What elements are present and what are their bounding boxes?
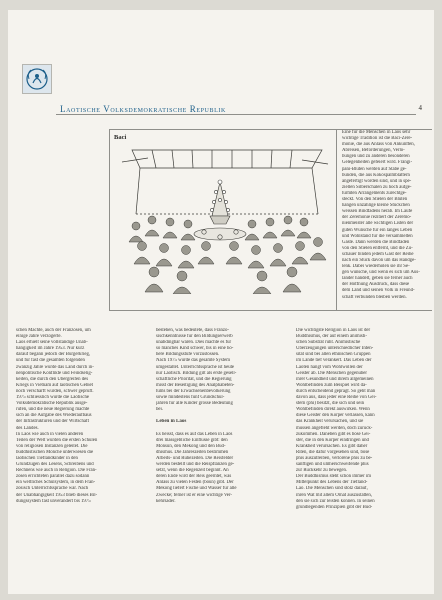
text-line: umgestaltet. Unterrichtssprache ist heute bbox=[156, 364, 235, 370]
column-1-text bbox=[16, 328, 144, 505]
text-line: davon aus, dass jeder eine Reihe von Gei- bbox=[296, 395, 377, 401]
text-line: dhismus. Die Jahreszeiten bestimmen bbox=[156, 449, 229, 455]
text-line: lenk. Dabei wiederholen sie ihr Se- bbox=[342, 264, 410, 270]
text-line: sischkenntnisse für den Bildungserwerb bbox=[156, 334, 233, 340]
text-line: nenpolitische Konflikte und Feindselig- bbox=[16, 370, 93, 376]
text-line: nur Laotisch. Bildung gilt als erste gesell- bbox=[156, 370, 237, 376]
text-line: werden bestellt und die Reispflanzen ge- bbox=[156, 462, 235, 468]
text-line: monie, die aus Anlass von Ankünften, bbox=[342, 142, 415, 148]
text-line: Laoten hängt vom Wohlwollen der bbox=[296, 364, 363, 370]
text-line: hängigkeit im Jahre 1953. Nur kurz bbox=[16, 346, 85, 352]
text-line: von den Stielen entfernt, und die Zu- bbox=[342, 245, 413, 251]
text-line: Nach 1975 wurde das gesamte System bbox=[156, 358, 230, 364]
text-line: nienmeister alle wichtigen Listen der bbox=[342, 221, 414, 227]
text-line: Der Buddhismus steht schon immer im bbox=[296, 474, 372, 480]
text-line: den sie sich zur leisten können. In seinen bbox=[296, 498, 375, 504]
column-3 bbox=[296, 328, 426, 511]
text-line: Abreisen, Beförderungen, Verlo- bbox=[342, 148, 405, 154]
text-line: keiten, die durch den Übergreifen des bbox=[16, 376, 89, 382]
text-line: laotischen Tieflandkinder in den bbox=[16, 455, 78, 461]
text-line: der Zeremonie rezitiert der Zeremo- bbox=[342, 215, 412, 221]
text-line: zwanzig Jahre wurde das Land durch in- bbox=[16, 364, 94, 370]
text-line: einige Jahre verzögerte. bbox=[16, 334, 62, 340]
header-title: Laotische Volksdemokratische Republik bbox=[60, 104, 226, 114]
text-line: Buddhismus, der auf einem animisti- bbox=[296, 334, 368, 340]
text-line: weissen Bindfadens herab. Im Laufe bbox=[342, 209, 413, 215]
baci-paragraph bbox=[342, 130, 428, 301]
text-line: Mekong liefert Fische und Wasser für alle bbox=[156, 486, 237, 492]
text-line: Leben in Laos bbox=[156, 419, 187, 425]
text-line: Lao. Die Menschen sind stolz darauf, bbox=[296, 486, 368, 492]
text-line: so manches Kind schwer, bis in eine hö- bbox=[156, 346, 234, 352]
text-line: ster, die in den Körper eindringen und bbox=[296, 437, 369, 443]
text-line: Wohlbefinden direkt auswirken. Wenn bbox=[296, 407, 370, 413]
text-line: bungen und zu anderen besonderen bbox=[342, 154, 410, 160]
text-line: Es heisst, dass es auf das Leben in Laos bbox=[156, 431, 233, 437]
text-line: nach ein Stück davon um das Handge- bbox=[342, 257, 416, 263]
text-line: Kriegs in Vietnam auf laotischen Gebiet bbox=[16, 382, 94, 388]
text-line: schen Mächte, auch der Franzosen, um bbox=[16, 328, 91, 333]
text-line: ein weltliches Schulsystem, in dem Fran- bbox=[16, 480, 96, 486]
text-line: guten Wünsche für ein langes Leben bbox=[342, 227, 413, 233]
text-line: Laos erhielt seine vollständige Unab- bbox=[16, 340, 88, 346]
header-rule bbox=[56, 114, 416, 115]
text-line: Mittelpunkt des Lebens der Tiefland- bbox=[296, 480, 368, 486]
text-line: schauer binden jedem Gast der Reihe bbox=[342, 251, 414, 257]
text-line: des Landes. bbox=[16, 425, 39, 431]
text-line: Krankheit verursachen. Es gibt daher bbox=[296, 443, 368, 449]
text-line: rufen, und die neue Regierung machte bbox=[16, 407, 90, 413]
text-line: drei massgebliche Einflüsse gibt: den bbox=[156, 437, 228, 443]
text-line: Geister ab. Die Menschen gegenüber bbox=[296, 370, 367, 376]
text-line: misst der Beseitigung des Analphabeten- bbox=[156, 382, 235, 388]
text-line: unabdingbar waren. Dies machte es für bbox=[156, 340, 232, 346]
text-line: tums bei der Erwachsenenbevölkerung bbox=[156, 388, 231, 394]
text-line: Zwecke; ferner ist er eine wichtige Ver- bbox=[156, 492, 232, 498]
text-line: schaftliche Priorität, und die Regierung bbox=[156, 376, 232, 382]
text-line: zosen errichteten parallel dazu sodann bbox=[16, 474, 90, 480]
text-line: Monsun, den Mekong und den Bud- bbox=[156, 443, 226, 449]
text-line: wichtige Tradition ist die Baci-Zere- bbox=[342, 136, 413, 142]
text-line: Riten, die dafür vorgesehen sind, böse bbox=[296, 449, 370, 455]
text-line: bei. bbox=[156, 407, 164, 413]
text-line: setzt, wenn die Regenzeit beginnt. An bbox=[156, 468, 229, 474]
text-line: zösisch Unterrichtssprache war. Nach bbox=[16, 486, 89, 492]
text-line: und für fast die gesamten folgenden bbox=[16, 358, 85, 364]
text-line: here Bildungsstufe vorzustossen. bbox=[156, 352, 220, 358]
text-line: länder handelt, geben sie ferner auch bbox=[342, 276, 413, 282]
text-line: ziellen Silberschalen zu hoch aufge- bbox=[342, 184, 412, 190]
text-line: bestehen, was bedeutete, dass Franzö- bbox=[156, 328, 229, 333]
text-line: grundlegenden Prinzipien gibt der Bud- bbox=[296, 504, 373, 510]
text-line: bunden, die aus Kokospalmblättern bbox=[342, 172, 410, 178]
text-line: ihrer Gesundheit und ihrem allgemeinen bbox=[296, 376, 374, 382]
text-line: ihren Wat mit allem Ornat auszustatten, bbox=[296, 492, 372, 498]
text-line: Gäste. Dann werden die Bindfäden bbox=[342, 239, 410, 245]
column-1 bbox=[16, 328, 144, 505]
text-line: pani-Blüten werden auf Stäbe ge- bbox=[342, 166, 407, 172]
text-line: Wohlbefinden zum Beispiel wird da- bbox=[296, 382, 367, 388]
text-line: türmten Arrangements zurechtge- bbox=[342, 190, 407, 196]
text-line: deren Ende wird der Reis geerntet, was bbox=[156, 474, 232, 480]
text-line: kehrsader. bbox=[156, 498, 176, 504]
text-line: zukommen. Daneben gibt es böse Gei- bbox=[296, 431, 371, 437]
text-line: sich an die Aufgabe des Wiederaufbaus bbox=[16, 413, 92, 419]
illustration-frame-bottom bbox=[109, 310, 432, 311]
text-line: schaft verbunden bleiben werden. bbox=[342, 294, 407, 300]
text-line: gen wünsche, und wenn es sich um Aus- bbox=[342, 270, 420, 276]
text-line: buddhistischen Mönche unterwiesen die bbox=[16, 449, 94, 455]
illustration-frame-right bbox=[336, 129, 337, 311]
column-3-text bbox=[296, 328, 426, 511]
text-line: Die wichtigste Religion in Laos ist der bbox=[296, 328, 371, 333]
text-line: Grundzügen des Lesens, Schreibens und bbox=[16, 462, 94, 468]
text-line: durch entscheidend geprägt. So geht man bbox=[296, 388, 376, 394]
text-line: phis auszutreiben, verlorene phis zu be- bbox=[296, 455, 373, 461]
text-line: steckt. Von den Stielen der Blüten bbox=[342, 197, 408, 203]
text-line: Rechnens wie auch in Religion. Die Fran- bbox=[16, 468, 97, 474]
text-line: Überzeugungen unterschiedlicher Inten- bbox=[296, 346, 374, 352]
text-line: Volksdemokratische Republik ausge- bbox=[16, 401, 88, 407]
text-line: angefertigt worden sind, und in spe- bbox=[342, 178, 412, 184]
text-line: stern (phi) besitzt, die sich und sein bbox=[296, 401, 365, 407]
text-line: das Krankheit verursachen, und sie bbox=[296, 419, 364, 425]
illustration-title: Baci bbox=[114, 134, 127, 141]
text-line: In Laos wie auch in vielen anderen bbox=[16, 431, 84, 437]
unicef-logo bbox=[22, 64, 52, 94]
text-line: der Unabhängigkeit 1953 blieb dieses Bil- bbox=[16, 492, 98, 498]
text-line: Gelegenheiten gefeiert wird. Frangi- bbox=[342, 160, 413, 166]
right-column-top bbox=[342, 130, 428, 301]
text-line: schen Substrat ruht. Animistische bbox=[296, 340, 361, 346]
text-line: darauf begann jedoch der Bürgerkrieg, bbox=[16, 352, 91, 358]
text-line: Teilen der Welt wurden die ersten Schulen bbox=[16, 437, 98, 443]
text-line: 1975 schliesslich wurde die Laotische bbox=[16, 395, 90, 401]
text-line: dungssystem fast unverändert bis 1975 bbox=[16, 498, 91, 504]
column-2 bbox=[156, 328, 284, 505]
text-line: von religiösen Instanzen geleitet. Die bbox=[16, 443, 88, 449]
text-line: im Lande tief verankert. Das Leben der bbox=[296, 358, 372, 364]
text-line: sowie mindestens fünf Grundschul- bbox=[156, 395, 225, 401]
text-line: Arbeits- und Ruhezeiten. Die Reisfelder bbox=[156, 455, 234, 461]
text-line: und Wohlstand für die versammelten bbox=[342, 233, 413, 239]
baci-ceremony-illustration bbox=[112, 142, 334, 294]
text-line: sität sind bei allen ethnischen Gruppen bbox=[296, 352, 371, 358]
text-line: dem Land und seinen Volk in Freund- bbox=[342, 288, 415, 294]
text-line: Eine für die Menschen in Laos sehr bbox=[342, 130, 411, 135]
text-line: jahren für alle Kinder grosse Bedeutung bbox=[156, 401, 233, 407]
text-line: zur Rückkehr zu bewegen. bbox=[296, 468, 348, 474]
illustration-frame-left bbox=[109, 129, 110, 311]
page bbox=[8, 10, 434, 594]
text-line: der Hoffnung Ausdruck, dass diese bbox=[342, 282, 410, 288]
page-number: 4 bbox=[418, 104, 422, 112]
text-line: noch verschärft wurden, schwer geprüft. bbox=[16, 388, 94, 394]
unicef-emblem-icon bbox=[23, 65, 51, 93]
text-line: Anlass zu vielen Festen (boun) gibt. Der bbox=[156, 480, 234, 486]
text-line: sänftigen und umherschweifende phis bbox=[296, 462, 369, 468]
text-line: hängen unzählige kleine Stückchen bbox=[342, 203, 410, 209]
column-2-text bbox=[156, 328, 284, 505]
text-line: der Infrastrukturen und der Wirtschaft bbox=[16, 419, 89, 425]
text-line: diese Geister den Körper verlassen, kann bbox=[296, 413, 375, 419]
text-line: müssen angefleht werden, doch zurück- bbox=[296, 425, 373, 431]
